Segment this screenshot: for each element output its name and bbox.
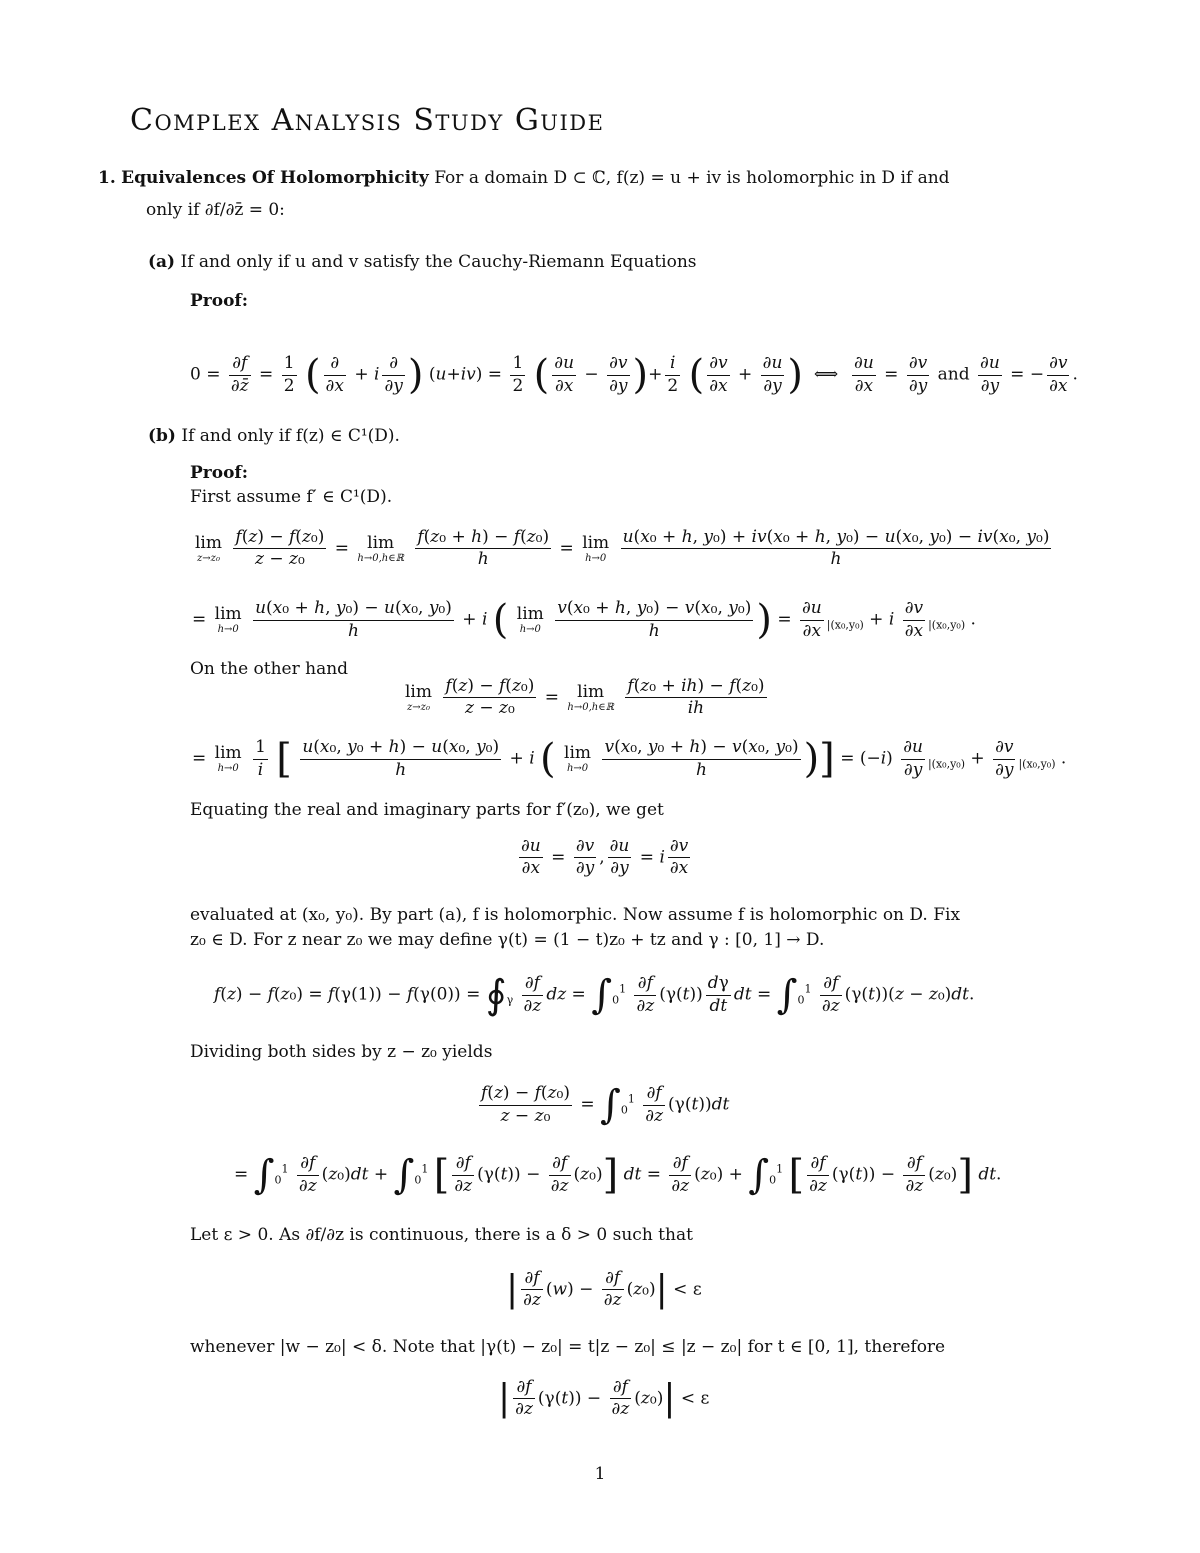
part-b-fix: z₀ ∈ D. For z near z₀ we may define γ(t) = (1 − t)z₀ + tz and γ : [0, 1] → D. bbox=[190, 930, 825, 950]
part-b-assume: First assume f′ ∈ C¹(D). bbox=[190, 487, 393, 507]
limit-equation-1: lim z→z₀ $\frac{\text{f(z) − f(z₀)}}{\text{z − z₀}}$ = lim h→0,h∈ℝ $\frac{\text{f(z₀ + h) − f(z₀)}}{h}$ = lim h→0 $\frac{\text{u(x₀ + h, y₀) + iv(x₀ + h, y₀) − u(x₀, y₀) − iv(x₀, y₀)}}{h}$ bbox=[195, 527, 1050, 570]
part-a-proof-label: Proof: bbox=[190, 291, 249, 311]
part-b-text: If and only if f(z) ∈ C¹(D). bbox=[181, 426, 400, 446]
part-b-proof-label: Proof: bbox=[190, 463, 249, 483]
cr-result-equation: $\frac{\partial u}{\partial x}$ = $\frac{\partial v}{\partial y}$ , $\frac{\partial u}{\partial y}$ = i $\frac{\partial v}{\partial x}$ bbox=[521, 836, 689, 879]
part-b-line bbox=[148, 426, 400, 446]
integral-equation-2: $\frac{\text{f(z) − f(z₀)}}{\text{z − z₀}}$ = $\int_0^1$ $\frac{\partial f}{\partial z}$ (γ(t))dt bbox=[481, 1082, 730, 1128]
limit-equation-2: = lim h→0 $\frac{\text{u(x₀ + h, y₀) − u(x₀, y₀)}}{h}$ + i ( lim h→0 $\frac{\text{v(x₀ + h, y₀) − v(x₀, y₀)}}{h}$ ) = $\frac{\partial u}{\partial x}$ $_{|(x_0,y_0)}$ + i $\frac{\partial v}{\partial x}$ $_{|(x_0,y_0)}$ . bbox=[192, 597, 976, 643]
part-b-let-epsilon: Let ε > 0. As ∂f/∂z is continuous, there is a δ > 0 such that bbox=[190, 1225, 693, 1245]
limit-equation-4: = lim h→0 $\frac{1}{i}$ [ $\frac{\text{u(x₀, y₀ + h) − u(x₀, y₀)}}{h}$ + i ( lim h→0 $\frac{\text{v(x₀, y₀ + h) − v(x₀, y₀)}}{h}$ )] = (−i) $\frac{\partial u}{\partial y}$ $_{|(x_0,y_0)}$ + $\frac{\partial v}{\partial y}$ $_{|(x_0,y_0)}$ . bbox=[192, 736, 1067, 782]
integral-equation-3: = $\int_0^1$ $\frac{\partial f}{\partial z}$ $(z_0)dt + \int_0^1$ [ $\frac{\partial f}{\partial z}$ (γ(t)) − $\frac{\partial f}{\partial z}$ (z₀)] dt = $\frac{\partial f}{\partial z}$ $(z_0) + \int_0^1$ [ $\frac{\partial f}{\partial z}$ (γ(t)) − $\frac{\partial f}{\partial z}$ (z₀)] dt. bbox=[234, 1152, 1002, 1198]
part-b-equating: Equating the real and imaginary parts for f′(z₀), we get bbox=[190, 800, 664, 820]
section-heading-line bbox=[98, 168, 950, 188]
integral-equation-1: $f(z) - f(z_0) = f(\gamma(1)) - f(\gamma(0)) = ∮_\gamma$ $\frac{\partial f}{\partial z}$ dz = $\int_0^1$ $\frac{\partial f}{\partial z}$ (γ(t)) $\frac{d\gamma}{dt}$ dt = $\int_0^1$ $\frac{\partial f}{\partial z}$ (γ(t))(z − z₀)dt. bbox=[214, 972, 975, 1018]
part-a-label: (a) bbox=[148, 252, 176, 272]
part-b-other-hand: On the other hand bbox=[190, 659, 349, 679]
part-b-dividing: Dividing both sides by z − z₀ yields bbox=[190, 1042, 493, 1062]
part-b-evaluated: evaluated at (x₀, y₀). By part (a), f is holomorphic. Now assume f is holomorphic on D. Fix bbox=[190, 905, 961, 925]
document-title: Complex Analysis Study Guide bbox=[130, 103, 605, 138]
part-a-text: If and only if u and v satisfy the Cauchy-Riemann Equations bbox=[180, 252, 697, 272]
cauchy-riemann-equation: 0 = $\frac{\partial f}{\partial z̄}$ = $\frac{1}{2}$ ( $\frac{\partial}{\partial x}$ + i $\frac{\partial}{\partial y}$ ) (u+iv) = $\frac{1}{2}$ ( $\frac{\partial u}{\partial x}$ − $\frac{\partial v}{\partial y}$ )+ $\frac{i}{2}$ ( $\frac{\partial v}{\partial x}$ + $\frac{\partial u}{\partial y}$ ) ⟺ $\frac{\partial u}{\partial x}$ = $\frac{\partial v}{\partial y}$ and $\frac{\partial u}{\partial y}$ = − $\frac{\partial v}{\partial x}$ . bbox=[190, 352, 1078, 398]
section-intro-continued: only if ∂f/∂z̄ = 0: bbox=[146, 200, 285, 220]
page-number: 1 bbox=[594, 1464, 606, 1484]
part-b-whenever: whenever |w − z₀| < δ. Note that |γ(t) − z₀| = t|z − z₀| ≤ |z − z₀| for t ∈ [0, 1], therefore bbox=[190, 1337, 946, 1357]
section-intro: For a domain D ⊂ ℂ, f(z) = u + iv is holomorphic in D if and bbox=[434, 168, 950, 188]
limit-equation-3: lim z→z₀ $\frac{\text{f(z) − f(z₀)}}{\text{z − z₀}}$ = lim h→0,h∈ℝ $\frac{\text{f(z₀ + ih) − f(z₀)}}{ih}$ bbox=[405, 676, 765, 719]
continuity-inequality-2: | $\frac{\partial f}{\partial z}$ (γ(t)) − $\frac{\partial f}{\partial z}$ (z₀)| < ε bbox=[498, 1377, 710, 1420]
part-b-label: (b) bbox=[148, 426, 176, 446]
part-a-line bbox=[148, 252, 697, 272]
section-number: 1. bbox=[98, 168, 116, 188]
section-heading: Equivalences Of Holomorphicity bbox=[121, 168, 429, 188]
continuity-inequality-1: | $\frac{\partial f}{\partial z}$ (w) − $\frac{\partial f}{\partial z}$ (z₀)| < ε bbox=[506, 1268, 702, 1311]
